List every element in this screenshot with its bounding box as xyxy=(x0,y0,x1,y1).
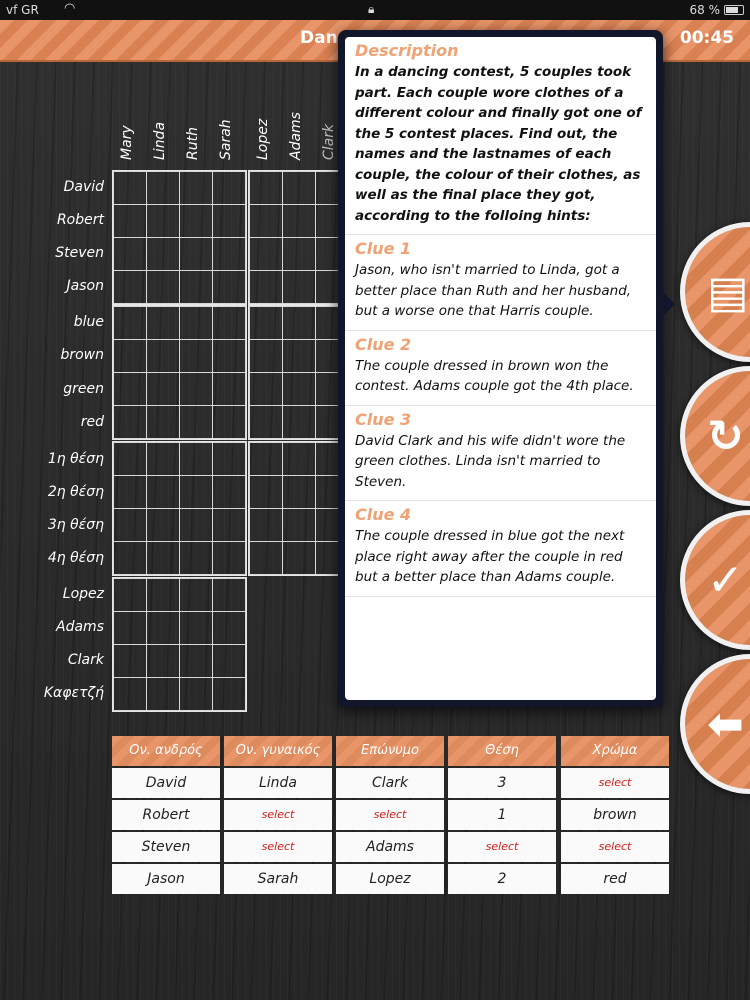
lock-icon: 🔒︎ xyxy=(368,2,375,16)
row-label: brown xyxy=(60,347,104,363)
answer-select[interactable]: select xyxy=(448,832,556,862)
row-label: Adams xyxy=(56,619,104,635)
clue-title: Clue 2 xyxy=(355,334,412,354)
description-title: Description xyxy=(355,41,459,60)
answer-select[interactable]: select xyxy=(336,800,444,830)
clue-title: Clue 4 xyxy=(355,505,412,524)
grid-block-names-lastnames[interactable] xyxy=(248,170,349,305)
carrier-label: vf GR xyxy=(6,3,39,17)
answer-header: Θέση xyxy=(448,736,556,766)
column-label: Sarah xyxy=(217,119,234,160)
check-icon: ✓ xyxy=(707,555,744,606)
row-label: Καφετζή xyxy=(43,685,104,701)
notepad-button[interactable] xyxy=(680,222,750,362)
row-label: green xyxy=(63,381,104,397)
grid-block-lastnames-wives[interactable] xyxy=(112,577,247,712)
clue-section xyxy=(345,235,656,331)
row-label: 4η θέση xyxy=(47,550,104,566)
row-label: Steven xyxy=(55,245,104,261)
answer-cell[interactable]: red xyxy=(561,864,669,894)
refresh-icon: ↻ xyxy=(707,411,744,462)
answer-cell[interactable]: 1 xyxy=(448,800,556,830)
answer-header: Ον. γυναικός xyxy=(224,736,332,766)
answer-cell[interactable]: Jason xyxy=(112,864,220,894)
description-section xyxy=(345,37,656,235)
answer-cell[interactable]: brown xyxy=(561,800,669,830)
answer-cell[interactable]: Lopez xyxy=(336,864,444,894)
row-label: 2η θέση xyxy=(47,484,104,500)
answer-cell[interactable]: 3 xyxy=(448,768,556,798)
answer-cell[interactable]: Robert xyxy=(112,800,220,830)
clue-section xyxy=(345,501,656,597)
answer-header: Επώνυμο xyxy=(336,736,444,766)
column-label: Mary xyxy=(118,125,135,160)
popover-content[interactable] xyxy=(345,37,656,700)
answer-cell[interactable]: Sarah xyxy=(224,864,332,894)
grid-block-names-wives[interactable] xyxy=(112,170,247,305)
answer-cell[interactable]: Adams xyxy=(336,832,444,862)
grid-block-places-wives[interactable] xyxy=(112,441,247,576)
answer-select[interactable]: select xyxy=(224,800,332,830)
answer-select[interactable]: select xyxy=(224,832,332,862)
answer-cell[interactable]: Linda xyxy=(224,768,332,798)
clue-text: David Clark and his wife didn't wore the green clothes. Linda isn't married to Steven. xyxy=(355,432,626,490)
row-label: 3η θέση xyxy=(47,517,104,533)
grid-block-places-lastnames[interactable] xyxy=(248,441,349,576)
battery-percent: 68 % xyxy=(689,3,720,17)
back-button[interactable] xyxy=(680,654,750,794)
check-button[interactable] xyxy=(680,510,750,650)
grid-block-colours-wives[interactable] xyxy=(112,305,247,440)
column-label: Adams xyxy=(287,112,304,160)
row-label: Jason xyxy=(66,278,104,294)
description-text: In a dancing contest, 5 couples took part. Each couple wore clothes of a different colour and finally got one of the 5 contest places. Find out, the names and the lastnames of each couple, the colour of their clothes, as well as the final place they got, according to the folloing hints: xyxy=(355,64,642,224)
answer-select[interactable]: select xyxy=(561,768,669,798)
status-bar xyxy=(0,0,750,20)
popover-arrow xyxy=(663,292,675,316)
page-title: Dan xyxy=(300,28,338,48)
clue-title: Clue 1 xyxy=(355,239,412,258)
notepad-icon: ▤ xyxy=(707,267,749,318)
answer-select[interactable]: select xyxy=(561,832,669,862)
row-label: Robert xyxy=(56,212,104,228)
column-label: Clark xyxy=(320,123,337,160)
clues-popover xyxy=(338,30,663,707)
column-label: Ruth xyxy=(184,127,201,160)
timer: 00:45 xyxy=(679,28,734,48)
clue-title: Clue 3 xyxy=(355,409,412,429)
wifi-icon: ◠ xyxy=(64,1,76,16)
clue-text: The couple dressed in brown won the contest. Adams couple got the 4th place. xyxy=(355,357,634,394)
battery-icon xyxy=(724,5,744,15)
clue-section xyxy=(345,406,656,502)
clue-text: Jason, who isn't married to Linda, got a better place than Ruth and her husband, but a worse one that Harris couple. xyxy=(355,262,632,319)
back-arrow-icon: ⬅ xyxy=(707,699,744,750)
answer-cell[interactable]: Clark xyxy=(336,768,444,798)
row-label: 1η θέση xyxy=(47,451,104,467)
column-label: Linda xyxy=(151,121,168,160)
answer-cell[interactable]: 2 xyxy=(448,864,556,894)
answer-header: Ον. ανδρός xyxy=(112,736,220,766)
clue-text: The couple dressed in blue got the next place right away after the couple in red but a better place than Adams couple. xyxy=(355,528,625,585)
row-label: Lopez xyxy=(62,586,104,602)
answer-cell[interactable]: David xyxy=(112,768,220,798)
row-label: blue xyxy=(73,314,104,330)
answer-header: Χρώμα xyxy=(561,736,669,766)
row-label: red xyxy=(80,414,104,430)
row-label: David xyxy=(63,179,104,195)
reset-button[interactable] xyxy=(680,366,750,506)
column-label: Lopez xyxy=(254,118,271,160)
grid-block-colours-lastnames[interactable] xyxy=(248,305,349,440)
clue-section xyxy=(345,331,656,406)
answer-cell[interactable]: Steven xyxy=(112,832,220,862)
row-label: Clark xyxy=(67,652,104,668)
